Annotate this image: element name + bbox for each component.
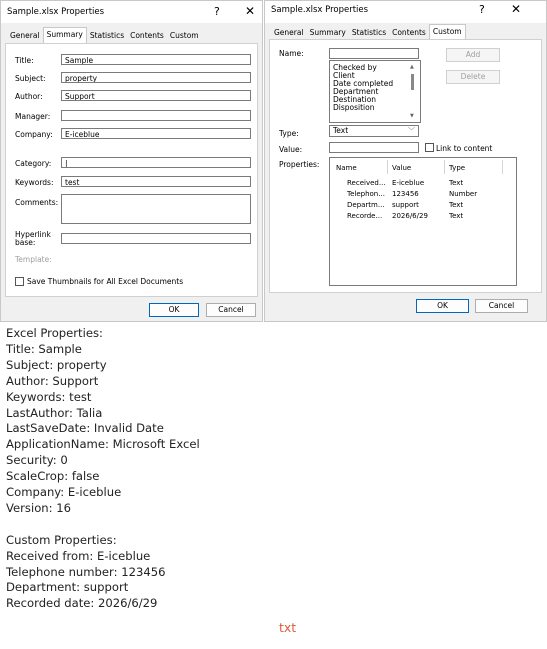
output-line: ScaleCrop: false — [6, 469, 100, 484]
name-label: Name: — [279, 49, 304, 58]
dialog-title: Sample.xlsx Properties — [271, 5, 369, 15]
category-field[interactable]: | — [61, 157, 251, 168]
output-line: Author: Support — [6, 373, 99, 388]
output-line: LastAuthor: Talia — [6, 405, 103, 420]
output-line: Department: support — [6, 580, 129, 595]
scroll-down-icon[interactable]: ▼ — [410, 113, 414, 119]
table-row-value: 123456 — [392, 190, 419, 198]
chevron-down-icon: ﹀ — [408, 127, 415, 135]
table-row-value: 2026/6/29 — [392, 212, 428, 220]
output-line: ApplicationName: Microsoft Excel — [6, 437, 200, 452]
column-header-type[interactable]: Type — [449, 164, 466, 172]
manager-field[interactable] — [61, 110, 251, 121]
tab-statistics[interactable]: Statistics — [89, 31, 125, 40]
tab-custom[interactable]: Custom — [429, 24, 466, 40]
output-line: Company: E-iceblue — [6, 485, 122, 500]
cancel-button[interactable]: Cancel — [475, 299, 528, 313]
subject-label: Subject: — [15, 74, 46, 83]
summary-panel — [5, 43, 258, 297]
table-row-name[interactable]: Received... — [347, 179, 386, 187]
list-item[interactable]: Checked by — [333, 63, 377, 72]
title-bar — [265, 1, 546, 23]
save-thumbnails-checkbox[interactable] — [15, 277, 24, 286]
comments-field[interactable] — [61, 194, 251, 224]
output-line: Title: Sample — [6, 341, 82, 356]
company-label: Company: — [15, 130, 53, 139]
dialog-title: Sample.xlsx Properties — [7, 7, 105, 17]
column-header-value[interactable]: Value — [392, 164, 412, 172]
table-row-name[interactable]: Telephon... — [347, 190, 385, 198]
table-row-name[interactable]: Recorde... — [347, 212, 383, 220]
tab-contents[interactable]: Contents — [130, 31, 164, 40]
tab-summary[interactable]: Summary — [309, 28, 346, 37]
company-field[interactable]: E-iceblue — [61, 128, 251, 139]
custom-properties-header: Custom Properties: — [6, 532, 117, 547]
tab-general[interactable]: General — [274, 28, 304, 37]
custom-properties-dialog — [264, 0, 547, 322]
type-label: Type: — [279, 129, 299, 138]
tab-contents[interactable]: Contents — [392, 28, 426, 37]
tab-general[interactable]: General — [10, 31, 40, 40]
properties-list[interactable] — [329, 157, 517, 286]
output-line: Security: 0 — [6, 453, 68, 468]
link-to-content-checkbox[interactable] — [425, 143, 434, 152]
author-label: Author: — [15, 92, 43, 101]
link-to-content-label: Link to content — [436, 144, 493, 153]
value-field[interactable] — [329, 142, 419, 153]
keywords-label: Keywords: — [15, 178, 54, 187]
tab-custom[interactable]: Custom — [169, 31, 199, 40]
properties-label: Properties: — [279, 160, 320, 169]
file-type-label: txt — [279, 620, 297, 635]
summary-properties-dialog — [0, 0, 263, 322]
cancel-button[interactable]: Cancel — [206, 303, 256, 317]
table-row-value: E-iceblue — [392, 179, 425, 187]
list-item[interactable]: Date completed — [333, 79, 394, 88]
close-button[interactable]: ✕ — [245, 4, 256, 18]
list-item[interactable]: Destination — [333, 95, 377, 104]
hyperlink-base-field[interactable] — [61, 233, 251, 244]
output-line: Version: 16 — [6, 500, 71, 515]
tab-summary[interactable]: Summary — [43, 27, 87, 43]
output-line: Telephone number: 123456 — [6, 564, 166, 579]
ok-button[interactable]: OK — [416, 299, 469, 313]
tab-strip — [271, 26, 466, 40]
tab-statistics[interactable]: Statistics — [351, 28, 387, 37]
manager-label: Manager: — [15, 112, 51, 121]
table-row-value: support — [392, 201, 419, 209]
property-name-list[interactable] — [329, 60, 421, 123]
template-label: Template: — [15, 255, 52, 264]
list-scrollbar[interactable] — [409, 63, 419, 120]
console-output — [6, 326, 526, 612]
help-button[interactable]: ? — [479, 3, 485, 16]
table-row-type: Text — [449, 212, 464, 220]
column-header-name[interactable]: Name — [336, 164, 357, 172]
scroll-up-icon[interactable]: ▲ — [410, 64, 414, 70]
author-field[interactable]: Support — [61, 90, 251, 101]
table-row-type: Text — [449, 179, 464, 187]
subject-field[interactable]: property — [61, 72, 251, 83]
scroll-thumb[interactable] — [411, 74, 414, 90]
title-bar — [1, 1, 262, 23]
title-label: Title: — [15, 56, 34, 65]
add-button[interactable]: Add — [446, 48, 500, 62]
save-thumbnails-label: Save Thumbnails for All Excel Documents — [27, 277, 184, 286]
output-line: LastSaveDate: Invalid Date — [6, 421, 164, 436]
name-field[interactable] — [329, 48, 419, 59]
hyperlink-base-label: Hyperlink base: — [15, 230, 51, 247]
custom-panel — [269, 39, 542, 293]
tab-strip — [7, 29, 202, 43]
list-item[interactable]: Department — [333, 87, 379, 96]
table-row-name[interactable]: Departm... — [347, 201, 385, 209]
output-line: Keywords: test — [6, 389, 92, 404]
table-row-type: Number — [449, 190, 478, 198]
excel-properties-header: Excel Properties: — [6, 326, 103, 340]
title-field[interactable]: Sample — [61, 54, 251, 65]
help-button[interactable]: ? — [214, 5, 220, 18]
category-label: Category: — [15, 159, 52, 168]
list-item[interactable]: Client — [333, 71, 355, 80]
delete-button[interactable]: Delete — [446, 70, 500, 84]
list-item[interactable]: Disposition — [333, 103, 375, 112]
output-line: Received from: E-iceblue — [6, 548, 151, 563]
output-line: Recorded date: 2026/6/29 — [6, 596, 158, 611]
value-label: Value: — [279, 145, 303, 154]
comments-label: Comments: — [15, 198, 59, 207]
table-row-type: Text — [449, 201, 464, 209]
keywords-field[interactable]: test — [61, 176, 251, 187]
ok-button[interactable]: OK — [149, 303, 199, 317]
output-line: Subject: property — [6, 357, 107, 372]
type-combo[interactable]: Text ﹀ — [329, 125, 419, 137]
close-button[interactable]: ✕ — [511, 2, 522, 16]
